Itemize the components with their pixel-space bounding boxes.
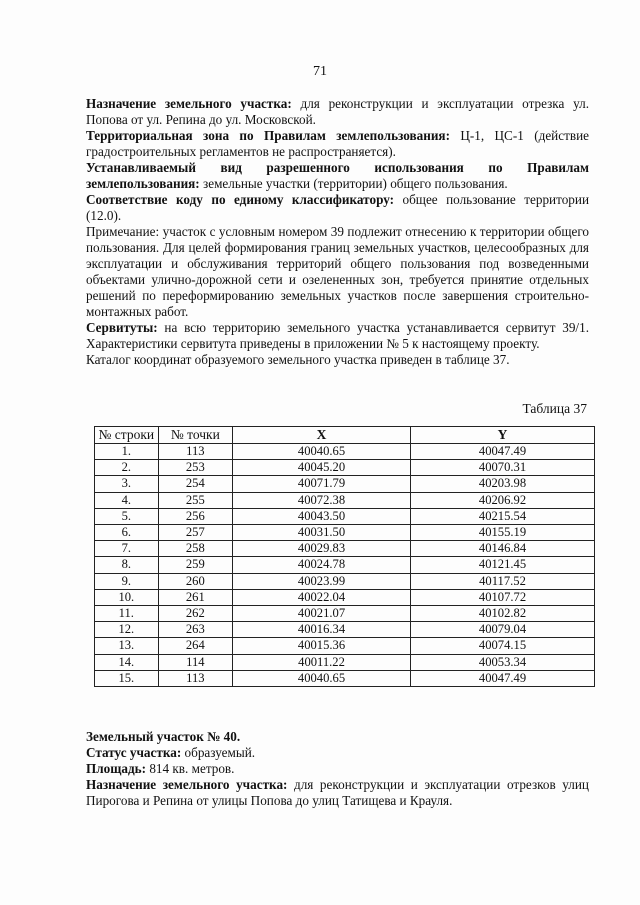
cell-row-number: 7. [95, 541, 159, 557]
cell-x: 40031.50 [233, 525, 411, 541]
use-text: земельные участки (территории) общего пользования. [199, 176, 508, 191]
cell-point: 254 [158, 476, 232, 492]
cell-y: 40102.82 [411, 606, 595, 622]
cell-x: 40022.04 [233, 589, 411, 605]
cell-row-number: 8. [95, 557, 159, 573]
catalog-paragraph: Каталог координат образуемого земельного участка приведен в таблице 37. [86, 352, 510, 367]
cell-row-number: 15. [95, 670, 159, 686]
cell-point: 259 [158, 557, 232, 573]
cell-y: 40079.04 [411, 622, 595, 638]
cell-x: 40072.38 [233, 492, 411, 508]
cell-y: 40074.15 [411, 638, 595, 654]
cell-row-number: 10. [95, 589, 159, 605]
table-row [95, 557, 595, 573]
code-label: Соответствие коду по единому классификатору: [86, 192, 395, 207]
code-text: общее пользование территории (12.0). [86, 192, 589, 223]
cell-x: 40016.34 [233, 622, 411, 638]
purpose-40-text: для реконструкции и эксплуатации отрезков улиц Пирогова и Репина от улицы Попова до улиц Татищева и Крауля. [86, 777, 589, 808]
cell-x: 40040.65 [233, 670, 411, 686]
purpose-40-label: Назначение земельного участка: [86, 777, 288, 792]
table-row [95, 670, 595, 686]
purpose-paragraph [86, 96, 589, 128]
table-row [95, 573, 595, 589]
area-text: 814 кв. метров. [146, 761, 235, 776]
status-paragraph [86, 745, 589, 761]
parcel-40-title: Земельный участок № 40. [86, 729, 241, 744]
cell-row-number: 9. [95, 573, 159, 589]
cell-y: 40215.54 [411, 508, 595, 524]
cell-point: 114 [158, 654, 232, 670]
cell-point: 113 [158, 670, 232, 686]
cell-y: 40107.72 [411, 589, 595, 605]
cell-point: 264 [158, 638, 232, 654]
cell-x: 40021.07 [233, 606, 411, 622]
servitude-paragraph [86, 320, 589, 352]
table-row [95, 622, 595, 638]
table-caption: Таблица 37 [522, 401, 587, 416]
zone-paragraph [86, 128, 589, 160]
cell-point: 260 [158, 573, 232, 589]
cell-x: 40040.65 [233, 444, 411, 460]
cell-row-number: 12. [95, 622, 159, 638]
cell-point: 253 [158, 460, 232, 476]
cell-y: 40117.52 [411, 573, 595, 589]
cell-y: 40047.49 [411, 444, 595, 460]
cell-y: 40070.31 [411, 460, 595, 476]
zone-text: Ц-1, ЦС-1 (действие градостроительных регламентов не распространяется). [86, 128, 589, 159]
parcel-40-description [86, 729, 589, 809]
cell-row-number: 4. [95, 492, 159, 508]
cell-x: 40024.78 [233, 557, 411, 573]
header-x: X [233, 427, 411, 444]
cell-x: 40011.22 [233, 654, 411, 670]
purpose-text: для реконструкции и эксплуатации отрезка ул. Попова от ул. Репина до ул. Московской. [86, 96, 589, 127]
cell-point: 262 [158, 606, 232, 622]
parcel-39-description [86, 96, 589, 368]
header-point-number: № точки [158, 427, 232, 444]
code-paragraph [86, 192, 589, 224]
cell-y: 40053.34 [411, 654, 595, 670]
cell-point: 263 [158, 622, 232, 638]
cell-y: 40203.98 [411, 476, 595, 492]
cell-y: 40206.92 [411, 492, 595, 508]
cell-row-number: 11. [95, 606, 159, 622]
use-label: Устанавливаемый вид разрешенного использования по Правилам землепользования: [86, 160, 589, 191]
cell-x: 40029.83 [233, 541, 411, 557]
servitude-text: на всю территорию земельного участка устанавливается сервитут 39/1. Характеристики сервитута приведены в приложении № 5 к настоящему проекту. [86, 320, 589, 351]
table-row [95, 525, 595, 541]
note-paragraph: Примечание: участок с условным номером 39 подлежит отнесению к территории общего пользования. Для целей формирования границ земельных участков, целесообразных для эксплуатации и обслуживания территорий общего пользования под возведенными объектами улично-дорожной сети и озелененных зон, требуется принятие отдельных решений по переформированию земельных участков после завершения строительно-монтажных работ. [86, 224, 589, 319]
cell-row-number: 14. [95, 654, 159, 670]
table-row [95, 606, 595, 622]
status-label: Статус участка: [86, 745, 182, 760]
zone-label: Территориальная зона по Правилам землепользования: [86, 128, 450, 143]
coordinates-table [94, 426, 595, 687]
cell-point: 255 [158, 492, 232, 508]
cell-row-number: 6. [95, 525, 159, 541]
cell-row-number: 13. [95, 638, 159, 654]
cell-x: 40043.50 [233, 508, 411, 524]
cell-y: 40047.49 [411, 670, 595, 686]
cell-point: 257 [158, 525, 232, 541]
cell-point: 261 [158, 589, 232, 605]
page-number: 71 [313, 64, 327, 79]
cell-x: 40015.36 [233, 638, 411, 654]
cell-x: 40071.79 [233, 476, 411, 492]
cell-row-number: 1. [95, 444, 159, 460]
table-row [95, 508, 595, 524]
cell-y: 40155.19 [411, 525, 595, 541]
cell-row-number: 3. [95, 476, 159, 492]
area-label: Площадь: [86, 761, 147, 776]
table-row [95, 492, 595, 508]
purpose-label: Назначение земельного участка: [86, 96, 292, 111]
use-paragraph [86, 160, 589, 192]
table-row [95, 444, 595, 460]
table-row [95, 654, 595, 670]
purpose-40-paragraph [86, 777, 589, 809]
cell-y: 40121.45 [411, 557, 595, 573]
table-row [95, 476, 595, 492]
table-row [95, 541, 595, 557]
cell-row-number: 5. [95, 508, 159, 524]
cell-point: 258 [158, 541, 232, 557]
table-row [95, 638, 595, 654]
status-text: образуемый. [181, 745, 256, 760]
area-paragraph [86, 761, 589, 777]
header-row-number: № строки [95, 427, 159, 444]
table-row [95, 460, 595, 476]
cell-point: 256 [158, 508, 232, 524]
table-row [95, 589, 595, 605]
cell-row-number: 2. [95, 460, 159, 476]
cell-y: 40146.84 [411, 541, 595, 557]
cell-point: 113 [158, 444, 232, 460]
header-y: Y [411, 427, 595, 444]
table-header-row [95, 427, 595, 444]
cell-x: 40045.20 [233, 460, 411, 476]
cell-x: 40023.99 [233, 573, 411, 589]
servitude-label: Сервитуты: [86, 320, 158, 335]
